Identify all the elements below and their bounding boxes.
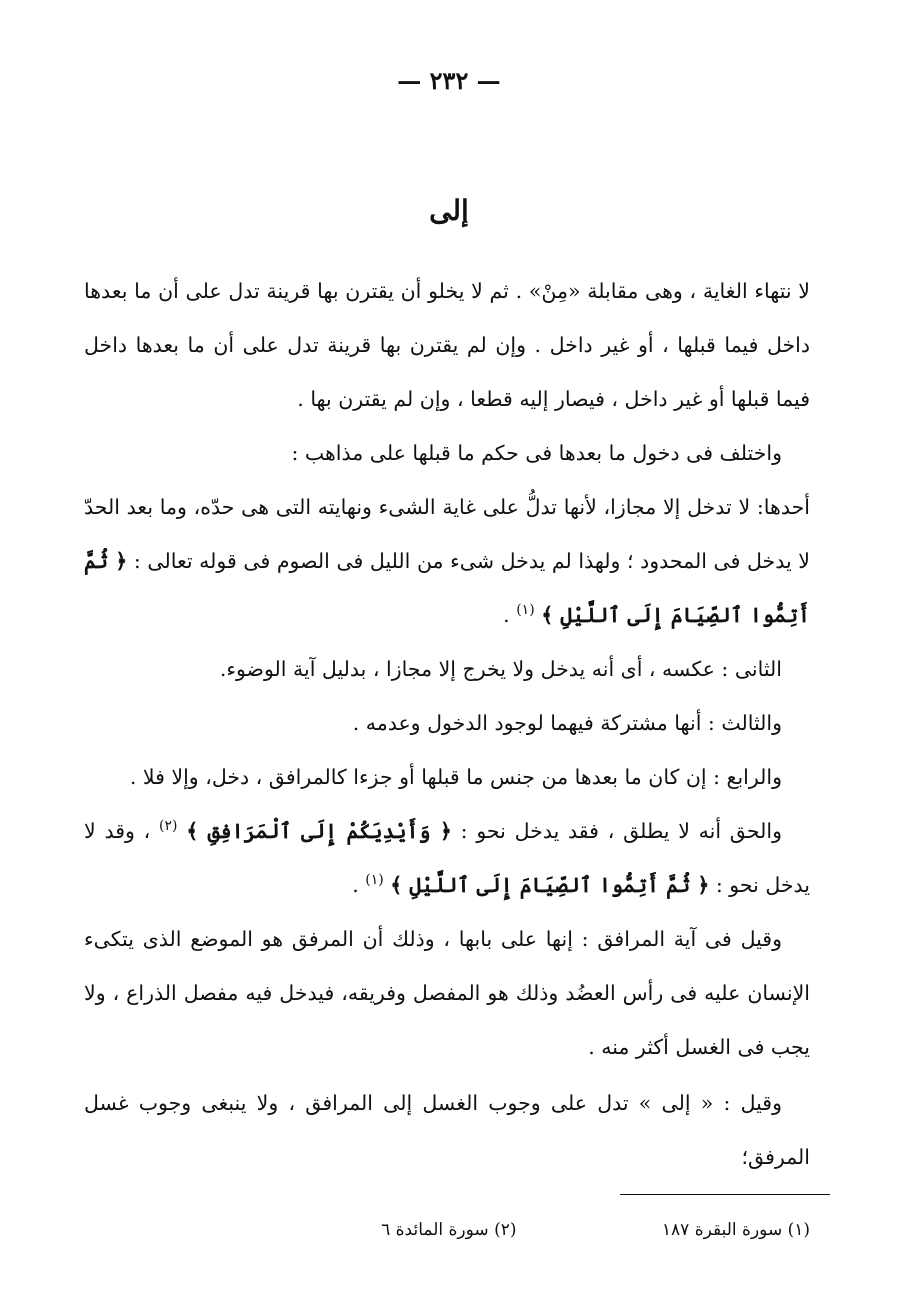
quran-verse-3: ﴿ ثُمَّ أَتِمُّوا ٱلصِّيَامَ إِلَى ٱللَّيْلِ ﴾ bbox=[390, 873, 710, 897]
body-text bbox=[84, 264, 810, 1184]
quran-verse-2: ﴿ وَأَيْدِيَكُمْ إِلَى ٱلْمَرَافِقِ ﴾ bbox=[186, 819, 452, 843]
paragraph-1: لا نتهاء الغاية ، وهى مقابلة «مِنْ» . ثم لا يخلو أن يقترن بها قرينة تدل على أن ما بعدها داخل فيما قبلها ، أو غير داخل . وإن لم يقترن بها قرينة تدل على أن ما بعدها داخل فيما قبلها أو غير داخل ، فيصار إليه قطعا ، وإن لم يقترن بها . bbox=[84, 279, 810, 411]
footnotes bbox=[84, 1220, 810, 1240]
entry-heading: إلى bbox=[429, 194, 469, 227]
paragraph-2: واختلف فى دخول ما بعدها فى حكم ما قبلها على مذاهب : bbox=[291, 441, 782, 465]
page-number: — ٢٣٢ — bbox=[397, 66, 501, 95]
footnote-ref-1: (١) bbox=[516, 602, 535, 619]
paragraph-7 bbox=[84, 804, 810, 912]
footnote-ref-3: (١) bbox=[365, 872, 384, 889]
paragraph-7-end: . bbox=[352, 873, 366, 897]
paragraph-3 bbox=[84, 480, 810, 642]
footnote-1: (١) سورة البقرة ١٨٧ bbox=[661, 1220, 810, 1240]
footnote-divider bbox=[620, 1194, 830, 1195]
paragraph-9: وقيل : « إلى » تدل على وجوب الغسل إلى المرافق ، ولا ينبغى وجوب غسل المرفق؛ bbox=[84, 1091, 810, 1169]
footnote-2: (٢) سورة المائدة ٦ bbox=[381, 1220, 517, 1240]
paragraph-6: والرابع : إن كان ما بعدها من جنس ما قبلها أو جزءا كالمرافق ، دخل، وإلا فلا . bbox=[129, 765, 782, 789]
paragraph-7-middle: ، وقد لا يدخل نحو : bbox=[84, 819, 810, 897]
quran-verse-1: ﴿ ثُمَّ أَتِمُّوا ٱلصِّيَامَ إِلَى ٱللَّيْلِ ﴾ bbox=[84, 549, 810, 627]
paragraph-7-text: والحق أنه لا يطلق ، فقد يدخل نحو : bbox=[451, 819, 782, 843]
paragraph-3-end: . bbox=[503, 603, 517, 627]
paragraph-3-text: أحدها: لا تدخل إلا مجازا، لأنها تدلُّ على غاية الشىء ونهايته التى هى حدّه، وما بعد الحدّ لا يدخل فى المحدود ؛ ولهذا لم يدخل شىء من الليل فى الصوم فى قوله تعالى : bbox=[84, 495, 810, 573]
paragraph-4: الثانى : عكسه ، أى أنه يدخل ولا يخرج إلا مجازا ، بدليل آية الوضوء. bbox=[219, 657, 782, 681]
paragraph-8: وقيل فى آية المرافق : إنها على بابها ، وذلك أن المرفق هو الموضع الذى يتكىء الإنسان عليه فى رأس العضُد وذلك هو المفصل وفريقه، فيدخل فيه مفصل الذراع ، ولا يجب فى الغسل أكثر منه . bbox=[84, 927, 810, 1059]
footnote-ref-2: (٢) bbox=[159, 818, 178, 835]
paragraph-5: والثالث : أنها مشتركة فيهما لوجود الدخول وعدمه . bbox=[352, 711, 782, 735]
